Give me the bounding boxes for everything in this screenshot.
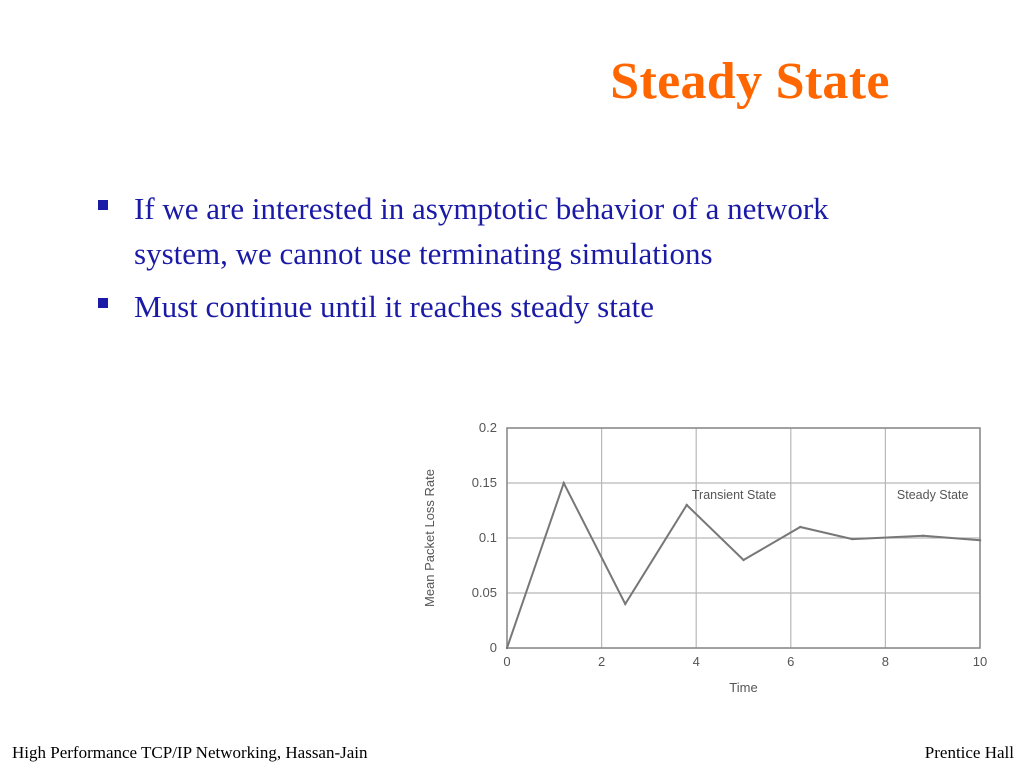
data-point: [922, 535, 924, 537]
data-point: [799, 526, 801, 528]
bullet-item: [96, 186, 856, 276]
bullet-list: [96, 186, 856, 337]
bullet-square-icon: [98, 298, 108, 308]
bullet-text: If we are interested in asymptotic behavior of a network system, we cannot use terminating simulations: [134, 191, 829, 271]
data-point: [624, 603, 626, 605]
data-point: [563, 482, 565, 484]
chart-grid: [507, 428, 980, 648]
x-tick-label: 6: [787, 654, 795, 669]
data-point: [686, 504, 688, 506]
chart-annotation: Transient State: [691, 488, 777, 502]
chart-annotation: Steady State: [896, 488, 969, 502]
chart-annotations: [692, 488, 969, 502]
y-tick-label: 0.2: [478, 420, 497, 435]
x-tick-label: 0: [503, 654, 511, 669]
y-tick-label: 0: [489, 640, 497, 655]
data-point: [506, 647, 508, 649]
footer-left: High Performance TCP/IP Networking, Hassan-Jain: [12, 743, 368, 762]
y-tick-label: 0.1: [478, 530, 497, 545]
series-points: [506, 482, 981, 649]
chart-ticks: [472, 420, 988, 669]
bullet-item: [96, 284, 856, 329]
y-tick-label: 0.15: [471, 475, 497, 490]
footer-right: Prentice Hall: [924, 743, 1014, 762]
data-point: [742, 559, 744, 561]
x-tick-label: 10: [972, 654, 988, 669]
series-line: [507, 483, 980, 648]
y-tick-label: 0.05: [471, 585, 497, 600]
bullet-square-icon: [98, 200, 108, 210]
x-tick-label: 2: [597, 654, 606, 669]
x-axis-label: Time: [729, 680, 758, 695]
line-chart: [412, 410, 992, 710]
y-axis-label: Mean Packet Loss Rate: [422, 468, 437, 608]
bullet-text: Must continue until it reaches steady state: [134, 289, 654, 324]
x-tick-label: 8: [881, 654, 890, 669]
data-point: [851, 538, 853, 540]
data-point: [979, 539, 981, 541]
x-tick-label: 4: [692, 654, 700, 669]
slide-title: Steady State: [610, 53, 890, 110]
